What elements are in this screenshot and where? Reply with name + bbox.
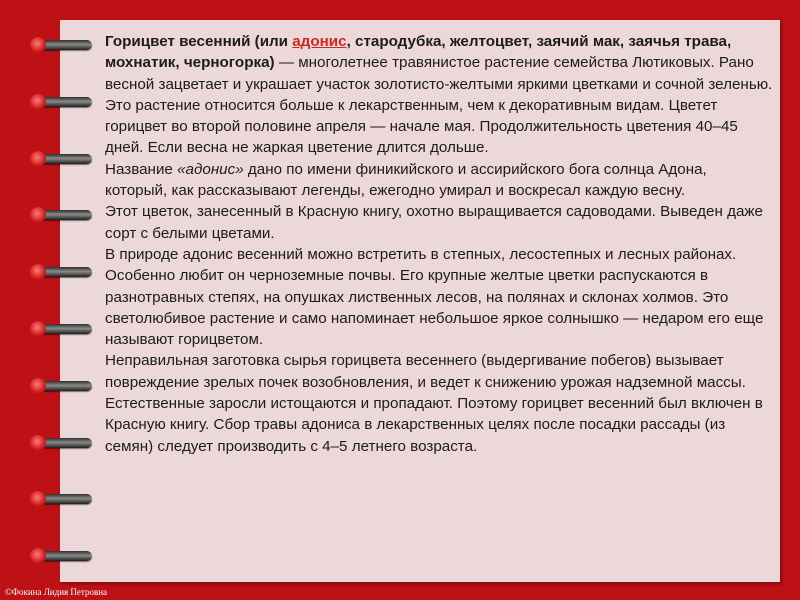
binding-ring [30, 151, 92, 167]
name-italic: «адонис» [177, 160, 244, 178]
binding-ring [30, 264, 92, 280]
name-paragraph [105, 159, 773, 202]
copyright-text: ©Фокина Лидия Петровна [5, 587, 108, 597]
redbook-paragraph: Этот цветок, занесенный в Красную книгу, охотно выращивается садоводами. Выведен даже сорт с белыми цветами. [105, 203, 764, 242]
binding-ring [30, 435, 92, 451]
binding-ring [30, 37, 92, 53]
article-title-continued: , стародубка, желтоцвет, заячий мак, заячья трава, мохнатик, черногорка) [105, 33, 732, 72]
name-text-start: Название [105, 160, 178, 178]
binding-ring [30, 378, 92, 394]
binding-ring [30, 548, 92, 564]
binding-ring [30, 94, 92, 110]
nature-paragraph: В природе адонис весенний можно встретить в степных, лесостепных и лесных районах. Особенно любит он черноземные почвы. Его крупные желтые цветки распускаются в разнотравных степях, на опушках лиственных лесов, на полянах и склонах холмов. Это светолюбивое растение и само напоминает небольшое яркое солнышко — недаром его еще называют горицветом. [105, 245, 764, 349]
name-text-end: дано по имени финикийского и ассирийского бога солнца Адона, который, как рассказывают легенды, ежегодно умирал и воскресал каждую весну. [105, 160, 707, 200]
adonis-link[interactable]: адонис [292, 33, 347, 50]
binding-ring [30, 321, 92, 337]
article-body [105, 31, 773, 457]
binding-ring [30, 491, 92, 507]
binding-ring [30, 207, 92, 223]
intro-text: — многолетнее травянистое растение семейства Лютиковых. Рано весной зацветает и украшает участок золотисто-желтыми яркими цветками и сочной зеленью. Это растение относится больше к лекарственным, чем к декоративным видам. Цветет горицвет во второй половине апреля — начале мая. Продолжительность цветения 40–45 дней. Если весна не жаркая цветение длится дольше. [105, 54, 773, 157]
intro-paragraph [105, 31, 773, 159]
article-title: Горицвет весенний (или [105, 33, 293, 50]
harvest-paragraph: Неправильная заготовка сырья горицвета весеннего (выдергивание побегов) вызывает повреждение зрелых почек возобновления, и ведет к снижению урожая надземной массы. Естественные заросли истощаются и пропадают. Поэтому горицвет весенний был включен в Красную книгу. Сбор травы адониса в лекарственных целях после посадки рассады (из семян) следует производить с 4–5 летнего возраста. [105, 352, 763, 455]
